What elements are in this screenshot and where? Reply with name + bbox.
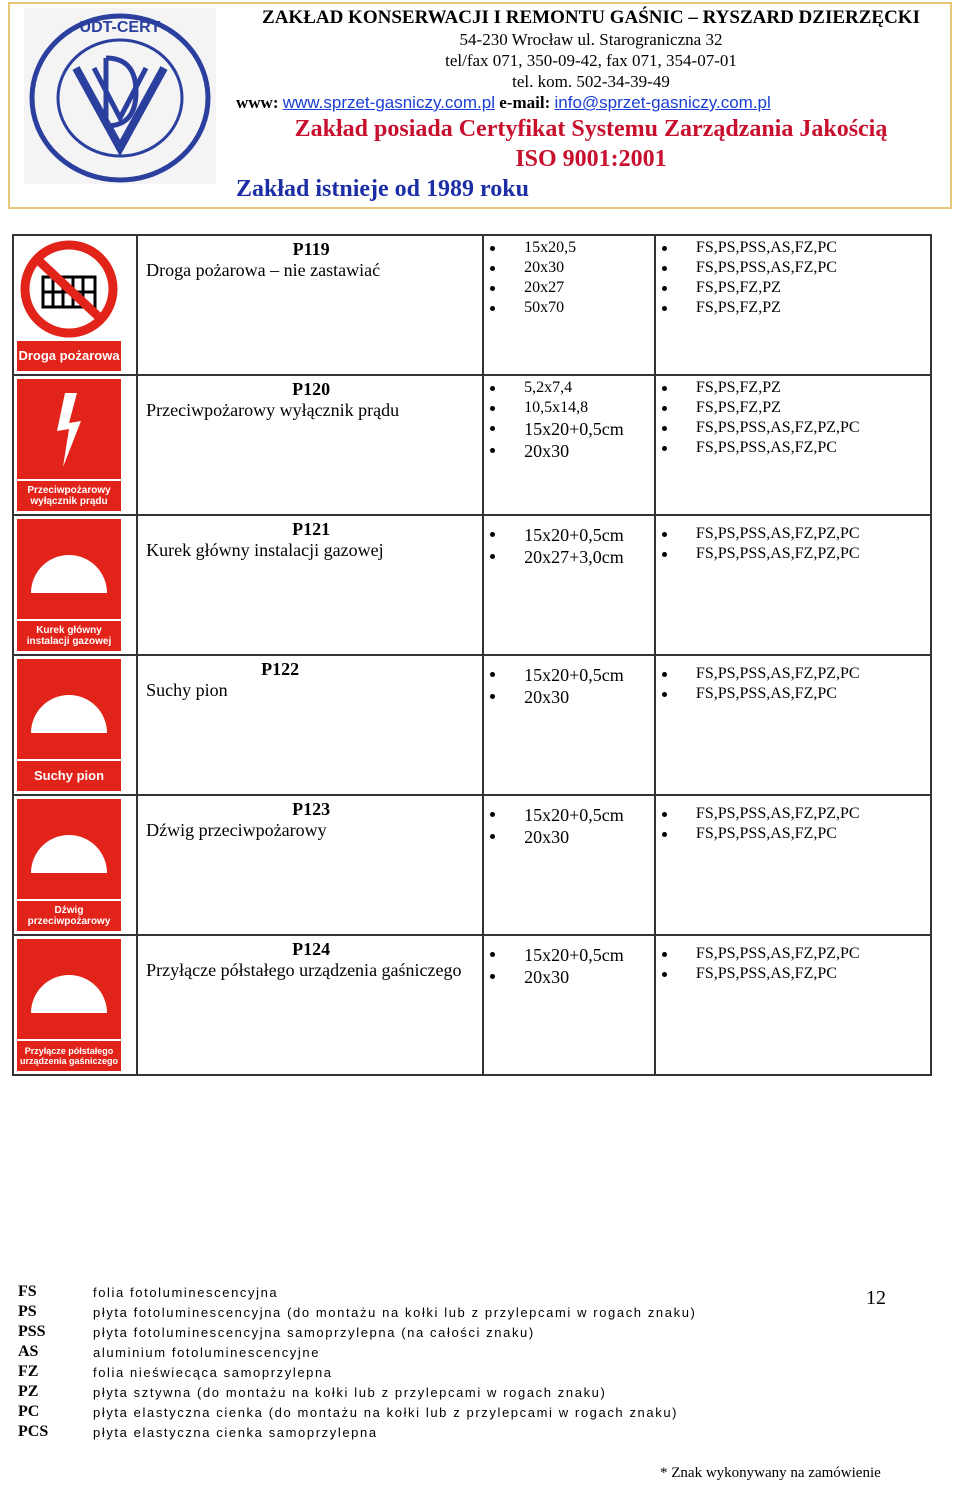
product-code: P119 — [292, 239, 330, 259]
materials-cell — [655, 655, 931, 795]
product-code: P122 — [261, 659, 300, 679]
material-item: FS,PS,PSS,AS,FZ,PC — [656, 684, 930, 704]
www-label: www: — [236, 93, 279, 112]
sizes-cell — [483, 375, 655, 515]
materials-legend — [18, 1283, 818, 1443]
legend-key: FZ — [18, 1363, 39, 1380]
sign-cell — [13, 795, 137, 935]
legend-desc: folia nieświecąca samoprzylepna — [93, 1365, 333, 1380]
legend-key: FS — [18, 1283, 37, 1300]
size-item: 5,2x7,4 — [484, 378, 654, 398]
size-item: 15x20+0,5cm — [484, 418, 654, 440]
product-name: Dźwig przeciwpożarowy — [146, 820, 327, 840]
legend-key: PC — [18, 1403, 40, 1420]
size-item: 20x30 — [484, 686, 654, 708]
sign-cell — [13, 515, 137, 655]
iso-standard: ISO 9001:2001 — [515, 146, 667, 172]
email-label: e-mail: — [499, 93, 551, 112]
materials-cell — [655, 935, 931, 1075]
size-item: 10,5x14,8 — [484, 398, 654, 418]
name-cell — [137, 515, 483, 655]
sign-label: Kurek główny instalacji gazowej — [17, 621, 121, 651]
table-row — [13, 795, 931, 935]
sign-cell — [13, 655, 137, 795]
material-item: FS,PS,FZ,PZ — [656, 278, 930, 298]
legend-desc: płyta elastyczna cienka samoprzylepna — [93, 1425, 378, 1440]
lightning-bolt-icon — [17, 379, 121, 479]
legend-desc: płyta fotoluminescencyjna samoprzylepna (na całości znaku) — [93, 1325, 535, 1340]
material-item: FS,PS,FZ,PZ — [656, 298, 930, 318]
half-circle-icon — [17, 519, 121, 619]
legend-item — [18, 1423, 818, 1443]
legend-desc: płyta fotoluminescencyjna (do montażu na kołki lub z przylepcami w rogach znaku) — [93, 1305, 697, 1320]
size-item: 20x27+3,0cm — [484, 546, 654, 568]
contact-links — [232, 92, 950, 114]
logo-text-top: UDT-CERT — [79, 19, 161, 36]
size-item: 20x30 — [484, 258, 654, 278]
company-mobile: tel. kom. 502-34-39-49 — [512, 72, 670, 91]
sign-label: Droga pożarowa — [17, 341, 121, 371]
legend-item — [18, 1323, 818, 1343]
legend-item — [18, 1283, 818, 1303]
legend-item — [18, 1383, 818, 1403]
legend-item — [18, 1403, 818, 1423]
material-item: FS,PS,PSS,AS,FZ,PZ,PC — [656, 664, 930, 684]
legend-desc: płyta elastyczna cienka (do montażu na kołki lub z przylepcami w rogach znaku) — [93, 1405, 679, 1420]
website-link[interactable]: www.sprzet-gasniczy.com.pl — [282, 93, 495, 112]
material-item: FS,PS,PSS,AS,FZ,PC — [656, 824, 930, 844]
name-cell — [137, 935, 483, 1075]
materials-cell — [655, 235, 931, 375]
materials-cell — [655, 375, 931, 515]
size-item: 50x70 — [484, 298, 654, 318]
product-name: Kurek główny instalacji gazowej — [146, 540, 384, 560]
product-table — [12, 234, 932, 1076]
half-circle-icon — [17, 939, 121, 1039]
product-name: Przyłącze półstałego urządzenia gaśniczego — [146, 960, 462, 980]
material-item: FS,PS,PSS,AS,FZ,PC — [656, 238, 930, 258]
legend-desc: aluminium fotoluminescencyjne — [93, 1345, 321, 1360]
name-cell — [137, 655, 483, 795]
legend-desc: płyta sztywna (do montażu na kołki lub z przylepcami w rogach znaku) — [93, 1385, 607, 1400]
size-item: 20x30 — [484, 966, 654, 988]
product-code: P121 — [292, 519, 331, 539]
material-item: FS,PS,PSS,AS,FZ,PC — [656, 964, 930, 984]
established-line: Zakład istnieje od 1989 roku — [236, 176, 529, 202]
product-name: Suchy pion — [146, 680, 228, 700]
page-number: 12 — [866, 1287, 886, 1309]
material-item: FS,PS,FZ,PZ — [656, 378, 930, 398]
udt-cert-logo — [24, 8, 216, 184]
table-row — [13, 935, 931, 1075]
legend-item — [18, 1303, 818, 1323]
sizes-cell — [483, 935, 655, 1075]
sign-label: Przeciwpożarowy wyłącznik prądu — [17, 481, 121, 511]
footnote: * Znak wykonywany na zamówienie — [660, 1465, 881, 1481]
sign-label: Przyłącze półstałego urządzenia gaśniczego — [17, 1041, 121, 1071]
sign-label: Suchy pion — [17, 761, 121, 791]
legend-key: PZ — [18, 1383, 39, 1400]
material-item: FS,PS,PSS,AS,FZ,PZ,PC — [656, 944, 930, 964]
company-name: ZAKŁAD KONSERWACJI I REMONTU GAŚNIC – RYSZARD DZIERZĘCKI — [262, 7, 920, 28]
size-item: 20x30 — [484, 826, 654, 848]
sign-label: Dźwig przeciwpożarowy — [17, 901, 121, 931]
material-item: FS,PS,PSS,AS,FZ,PC — [656, 438, 930, 458]
product-name: Przeciwpożarowy wyłącznik prądu — [146, 400, 400, 420]
material-item: FS,PS,PSS,AS,FZ,PC — [656, 258, 930, 278]
size-item: 20x27 — [484, 278, 654, 298]
legend-key: PCS — [18, 1423, 49, 1440]
sign-cell — [13, 375, 137, 515]
table-row — [13, 235, 931, 375]
table-row — [13, 515, 931, 655]
name-cell — [137, 795, 483, 935]
company-address: 54-230 Wrocław ul. Starograniczna 32 — [459, 30, 723, 49]
size-item: 15x20+0,5cm — [484, 944, 654, 966]
sign-p121 — [17, 519, 121, 651]
legend-item — [18, 1363, 818, 1383]
material-item: FS,PS,PSS,AS,FZ,PZ,PC — [656, 418, 930, 438]
size-item: 15x20+0,5cm — [484, 664, 654, 686]
sign-cell — [13, 235, 137, 375]
letterhead — [8, 2, 952, 209]
name-cell — [137, 375, 483, 515]
company-telfax: tel/fax 071, 350-09-42, fax 071, 354-07-01 — [445, 51, 737, 70]
legend-desc: folia fotoluminescencyjna — [93, 1285, 279, 1300]
size-item: 15x20,5 — [484, 238, 654, 258]
material-item: FS,PS,PSS,AS,FZ,PZ,PC — [656, 544, 930, 564]
sign-p123 — [17, 799, 121, 931]
email-link[interactable]: info@sprzet-gasniczy.com.pl — [554, 93, 771, 112]
sign-p119 — [17, 239, 121, 371]
materials-cell — [655, 795, 931, 935]
product-code: P123 — [292, 799, 331, 819]
material-item: FS,PS,FZ,PZ — [656, 398, 930, 418]
material-item: FS,PS,PSS,AS,FZ,PZ,PC — [656, 524, 930, 544]
size-item: 15x20+0,5cm — [484, 804, 654, 826]
legend-key: AS — [18, 1343, 39, 1360]
sign-cell — [13, 935, 137, 1075]
half-circle-icon — [17, 799, 121, 899]
no-obstruction-icon — [17, 239, 121, 339]
product-code: P124 — [292, 939, 331, 959]
product-code: P120 — [292, 379, 331, 399]
sizes-cell — [483, 795, 655, 935]
size-item: 15x20+0,5cm — [484, 524, 654, 546]
materials-cell — [655, 515, 931, 655]
material-item: FS,PS,PSS,AS,FZ,PZ,PC — [656, 804, 930, 824]
sizes-cell — [483, 515, 655, 655]
table-row — [13, 375, 931, 515]
sign-p122 — [17, 659, 121, 791]
product-name: Droga pożarowa – nie zastawiać — [146, 260, 381, 280]
udt-cert-emblem — [24, 8, 216, 184]
legend-key: PSS — [18, 1323, 46, 1340]
sizes-cell — [483, 655, 655, 795]
name-cell — [137, 235, 483, 375]
half-circle-icon — [17, 659, 121, 759]
legend-key: PS — [18, 1303, 37, 1320]
table-row — [13, 655, 931, 795]
sizes-cell — [483, 235, 655, 375]
legend-item — [18, 1343, 818, 1363]
sign-p124 — [17, 939, 121, 1071]
certificate-line: Zakład posiada Certyfikat Systemu Zarządzania Jakością — [294, 116, 888, 142]
size-item: 20x30 — [484, 440, 654, 462]
sign-p120 — [17, 379, 121, 511]
